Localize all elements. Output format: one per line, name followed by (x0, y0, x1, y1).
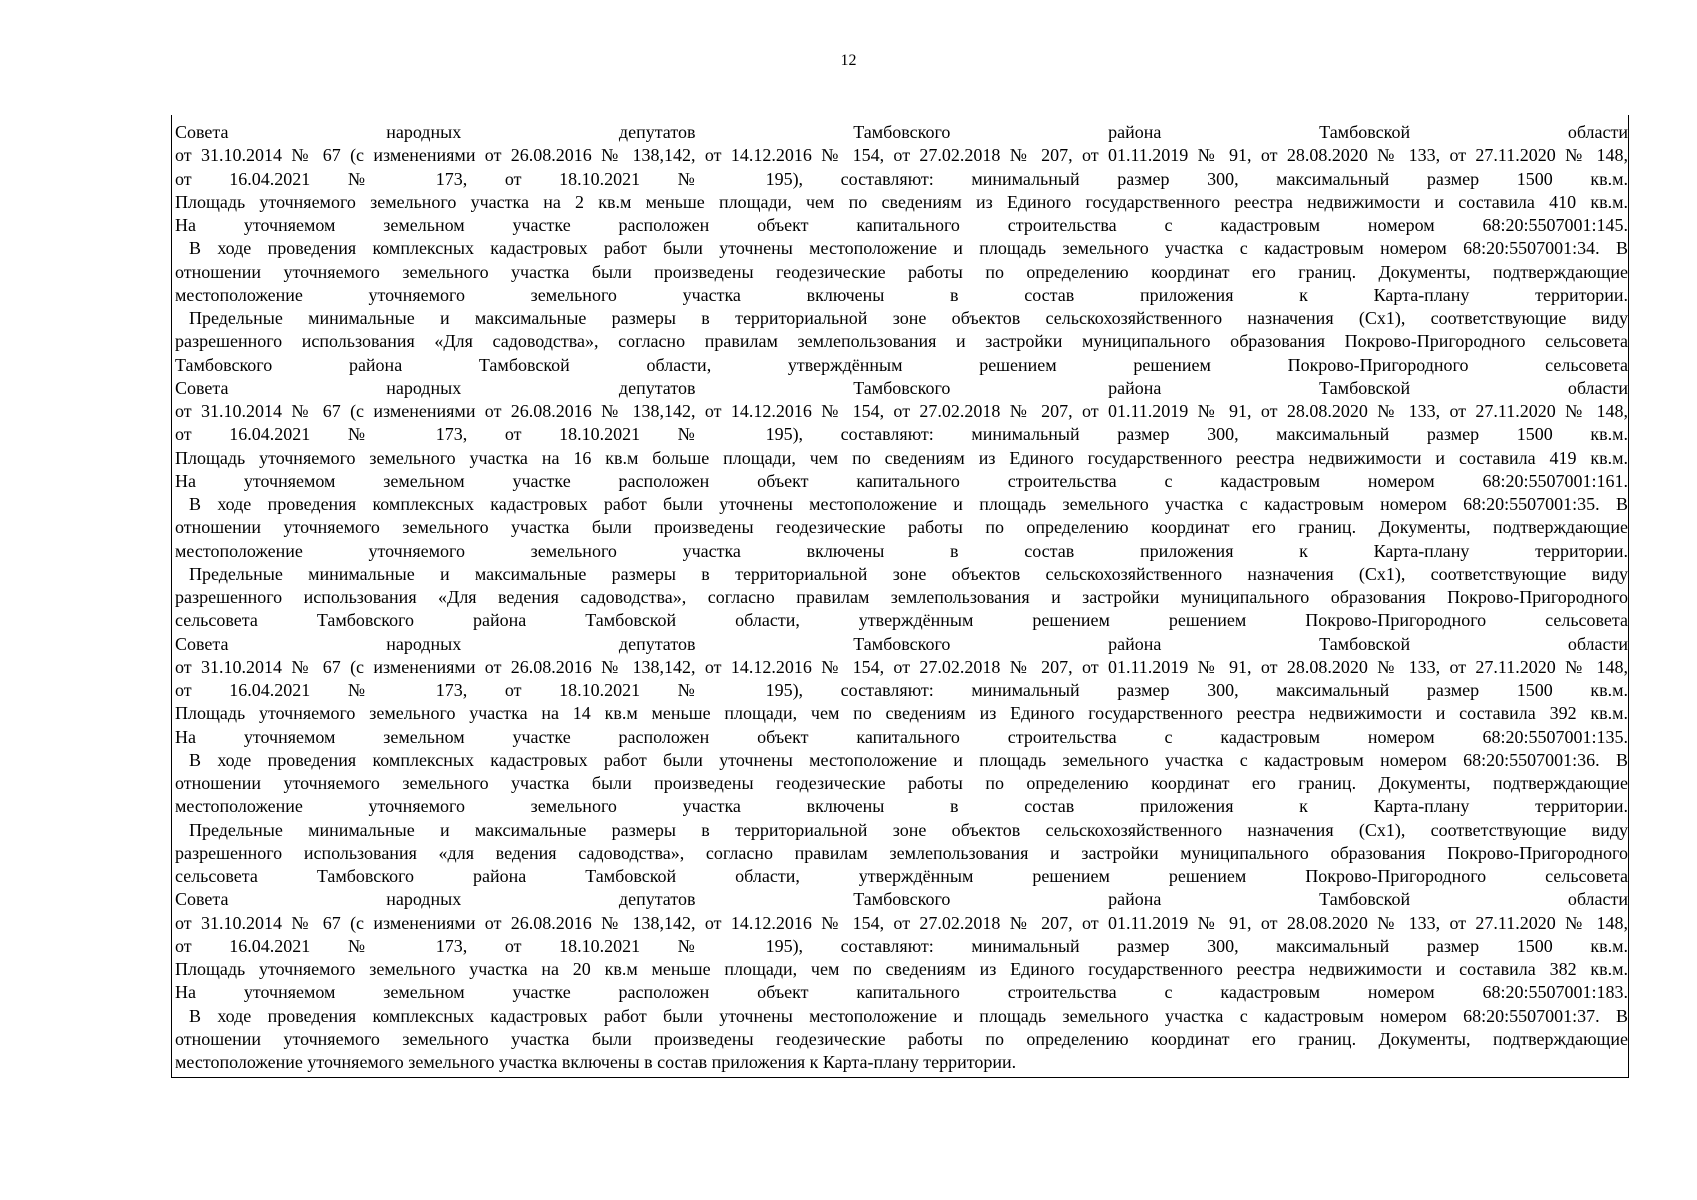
text-line: В ходе проведения комплексных кадастровых работ были уточнены местоположение и площадь земельного участка с кадастровым номером 68:20:5507001:35. В (189, 494, 1628, 514)
text-line: В ходе проведения комплексных кадастровых работ были уточнены местоположение и площадь земельного участка с кадастровым номером 68:20:5507001:34. В (189, 238, 1628, 259)
text-line: Площадь уточняемого земельного участка на 14 кв.м меньше площади, чем по сведениям из Единого государственного реестра недвижимости и составила 392 кв.м. (175, 703, 1628, 724)
text-line: В ходе проведения комплексных кадастровых работ были уточнены местоположение и площадь земельного участка с кадастровым номером 68:20:5507001:37. В (189, 1005, 1628, 1026)
text-line: местоположение уточняемого земельного участка включены в состав приложения к Карта-плану территории. (175, 1052, 1017, 1072)
text-line: от 31.10.2014 № 67 (с изменениями от 26.08.2016 № 138,142, от 14.12.2016 № 154, от 27.02.2018 № 207, от 01.11.2019 № 91, от 28.08.2020 № 133, от 27.11.2020 № 148, (175, 145, 1628, 166)
text-line: сельсовета Тамбовского района Тамбовской области, утверждённым решением решением Покрово-Пригородного сельсовета (175, 866, 1628, 886)
page-number: 12 (840, 52, 857, 69)
document-body (175, 121, 1628, 1074)
text-line: Площадь уточняемого земельного участка на 16 кв.м больше площади, чем по сведениям из Единого государственного реестра недвижимости и составила 419 кв.м. (175, 447, 1628, 468)
text-line: местоположение уточняемого земельного участка включены в состав приложения к Карта-плану территории. (175, 540, 1628, 561)
text-line: На уточняемом земельном участке расположен объект капитального строительства с кадастровым номером 68:20:5507001:161. (175, 470, 1628, 491)
text-line: сельсовета Тамбовского района Тамбовской области, утверждённым решением решением Покрово-Пригородного сельсовета (175, 610, 1628, 631)
text-line: разрешенного использования «Для садоводства», согласно правилам землепользования и застройки муниципального образования Покрово-Пригородного сельсовета (175, 331, 1628, 352)
text-line: Совета народных депутатов Тамбовского района Тамбовской области (175, 377, 1628, 398)
text-line: от 31.10.2014 № 67 (с изменениями от 26.08.2016 № 138,142, от 14.12.2016 № 154, от 27.02.2018 № 207, от 01.11.2019 № 91, от 28.08.2020 № 133, от 27.11.2020 № 148, (175, 656, 1628, 677)
text-line: от 31.10.2014 № 67 (с изменениями от 26.08.2016 № 138,142, от 14.12.2016 № 154, от 27.02.2018 № 207, от 01.11.2019 № 91, от 28.08.2020 № 133, от 27.11.2020 № 148, (175, 401, 1628, 421)
text-line: разрешенного использования «для ведения садоводства», согласно правилам землепользования и застройки муниципального образования Покрово-Пригородного (175, 842, 1628, 863)
text-line: Совета народных депутатов Тамбовского района Тамбовской области (175, 633, 1628, 654)
text-line: местоположение уточняемого земельного участка включены в состав приложения к Карта-плану территории. (175, 284, 1628, 305)
text-line: Площадь уточняемого земельного участка на 2 кв.м меньше площади, чем по сведениям из Единого государственного реестра недвижимости и составила 410 кв.м. (175, 191, 1628, 212)
text-line: от 31.10.2014 № 67 (с изменениями от 26.08.2016 № 138,142, от 14.12.2016 № 154, от 27.02.2018 № 207, от 01.11.2019 № 91, от 28.08.2020 № 133, от 27.11.2020 № 148, (175, 912, 1628, 933)
text-line: Совета народных депутатов Тамбовского района Тамбовской области (175, 889, 1628, 910)
text-line: Площадь уточняемого земельного участка на 20 кв.м меньше площади, чем по сведениям из Единого государственного реестра недвижимости и составила 382 кв.м. (175, 959, 1628, 979)
text-line: отношении уточняемого земельного участка были произведены геодезические работы по определению координат его границ. Документы, подтверждающие (175, 261, 1628, 282)
text-line: от 16.04.2021 № 173, от 18.10.2021 № 195), составляют: минимальный размер 300, максимальный размер 1500 кв.м. (175, 935, 1628, 956)
text-line: Предельные минимальные и максимальные размеры в территориальной зоне объектов сельскохозяйственного назначения (Сх1), соответствующие виду (189, 308, 1628, 328)
text-line: На уточняемом земельном участке расположен объект капитального строительства с кадастровым номером 68:20:5507001:145. (175, 215, 1628, 235)
text-line: от 16.04.2021 № 173, от 18.10.2021 № 195), составляют: минимальный размер 300, максимальный размер 1500 кв.м. (175, 680, 1628, 700)
text-line: Предельные минимальные и максимальные размеры в территориальной зоне объектов сельскохозяйственного назначения (Сх1), соответствующие виду (189, 563, 1628, 584)
text-line: от 16.04.2021 № 173, от 18.10.2021 № 195), составляют: минимальный размер 300, максимальный размер 1500 кв.м. (175, 168, 1628, 189)
text-line: отношении уточняемого земельного участка были произведены геодезические работы по определению координат его границ. Документы, подтверждающие (175, 773, 1628, 793)
text-line: На уточняемом земельном участке расположен объект капитального строительства с кадастровым номером 68:20:5507001:135. (175, 726, 1628, 747)
text-line: На уточняемом земельном участке расположен объект капитального строительства с кадастровым номером 68:20:5507001:183. (175, 982, 1628, 1003)
text-line: В ходе проведения комплексных кадастровых работ были уточнены местоположение и площадь земельного участка с кадастровым номером 68:20:5507001:36. В (189, 749, 1628, 770)
text-line: Совета народных депутатов Тамбовского района Тамбовской области (175, 122, 1628, 142)
text-line: разрешенного использования «Для ведения садоводства», согласно правилам землепользования и застройки муниципального образования Покрово-Пригородного (175, 587, 1628, 607)
text-line: от 16.04.2021 № 173, от 18.10.2021 № 195), составляют: минимальный размер 300, максимальный размер 1500 кв.м. (175, 424, 1628, 445)
text-line: Предельные минимальные и максимальные размеры в территориальной зоне объектов сельскохозяйственного назначения (Сх1), соответствующие виду (189, 819, 1628, 840)
text-line: отношении уточняемого земельного участка были произведены геодезические работы по определению координат его границ. Документы, подтверждающие (175, 517, 1628, 538)
text-frame (171, 115, 1629, 1078)
text-line: Тамбовского района Тамбовской области, утверждённым решением решением Покрово-Пригородного сельсовета (175, 354, 1628, 375)
text-line: местоположение уточняемого земельного участка включены в состав приложения к Карта-плану территории. (175, 796, 1628, 817)
text-line: отношении уточняемого земельного участка были произведены геодезические работы по определению координат его границ. Документы, подтверждающие (175, 1028, 1628, 1049)
